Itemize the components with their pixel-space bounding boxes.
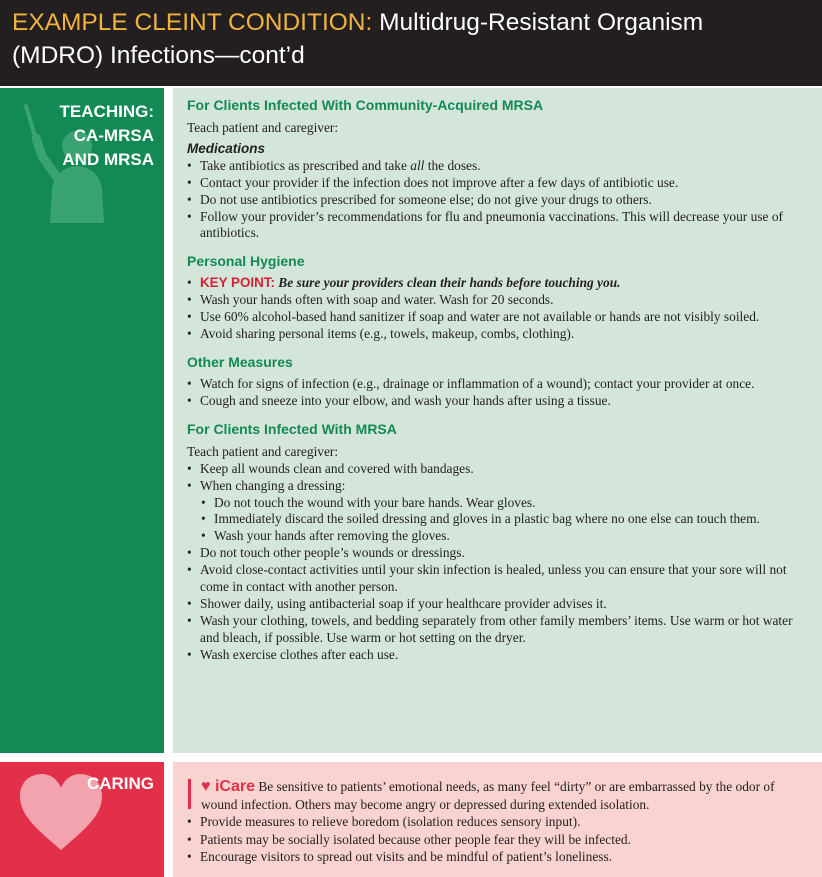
icare-paragraph (187, 778, 812, 813)
list-item: • Avoid sharing personal items (e.g., towels, makeup, combs, clothing). (187, 326, 812, 343)
medications-list (187, 158, 812, 243)
list-item: • Encourage visitors to spread out visits and be mindful of patient’s loneliness. (187, 848, 812, 866)
hygiene-list (187, 275, 812, 343)
list-item: • Wash your hands often with soap and water. Wash for 20 seconds. (187, 292, 812, 309)
icare-text: Be sensitive to patients’ emotional needs, as many feel “dirty” or are embarrassed by the odor of wound infection. Others may become angry or depressed during extended isolation. (201, 779, 775, 812)
list-item: • Keep all wounds clean and covered with bandages. (187, 461, 812, 478)
list-item: • Take antibiotics as prescribed and take all the doses. (187, 158, 812, 175)
list-item: • Watch for signs of infection (e.g., drainage or inflammation of a wound); contact your provider at once. (187, 376, 812, 393)
caring-content (173, 762, 822, 877)
key-point-label: KEY POINT: (200, 275, 275, 291)
list-item: • Do not touch other people’s wounds or dressings. (187, 545, 812, 562)
list-item: • Do not use antibiotics prescribed for someone else; do not give your drugs to others. (187, 192, 812, 209)
teaching-sidebar (0, 88, 164, 753)
header-prefix: EXAMPLE CLEINT CONDITION: (12, 9, 373, 36)
list-item: • Provide measures to relieve boredom (isolation reduces sensory input). (187, 813, 812, 831)
ca-mrsa-lead: Teach patient and caregiver: (187, 120, 339, 135)
medications-heading: Medications (187, 140, 266, 156)
sub-list-item: • Wash your hands after removing the gloves. (201, 528, 812, 545)
header-title-line-1: Multidrug-Resistant Organism (379, 9, 704, 36)
other-measures-heading: Other Measures (187, 353, 293, 370)
mrsa-lead: Teach patient and caregiver: (187, 443, 339, 459)
hygiene-heading: Personal Hygiene (187, 253, 305, 270)
list-item: • Contact your provider if the infection does not improve after a few days of antibiotic use. (187, 175, 812, 192)
list-item: • When changing a dressing: (187, 478, 812, 495)
teaching-side-title: TEACHING: CA-MRSA AND MRSA (59, 102, 154, 169)
list-item: • Follow your provider’s recommendations for flu and pneumonia vaccinations. This will decrease your use of antibiotics. (187, 209, 812, 243)
list-item: • Wash your clothing, towels, and bedding separately from other family members’ items. Use warm or hot water and bleach, if possible. Use warm or hot setting on the dryer. (187, 613, 812, 647)
header-line-1 (12, 6, 810, 39)
dressing-sublist (187, 495, 812, 546)
caring-side-title: CARING (86, 774, 154, 793)
page-header (0, 0, 822, 86)
list-item: • Use 60% alcohol-based hand sanitizer if soap and water are not available or hands are not visibly soiled. (187, 309, 812, 326)
mrsa-list (187, 461, 812, 495)
key-point-text: Be sure your providers clean their hands before touching you. (278, 275, 621, 291)
teaching-content (173, 88, 822, 753)
sub-list-item: • Immediately discard the soiled dressing and gloves in a plastic bag where no one else can touch them. (201, 511, 812, 528)
list-item: • Wash exercise clothes after each use. (187, 647, 812, 664)
other-measures-list (187, 376, 812, 410)
icare-label: ♥ iCare (201, 778, 255, 795)
emphasis-all: all (410, 157, 425, 173)
key-point-item (187, 275, 812, 292)
caring-sidebar (0, 762, 164, 877)
mrsa-list-continued (187, 545, 812, 663)
list-item: • Cough and sneeze into your elbow, and wash your hands after using a tissue. (187, 393, 812, 410)
list-item: • Avoid close-contact activities until your skin infection is healed, unless you can ensure that your sore will not come in contact with another person. (187, 562, 812, 596)
caring-list (187, 813, 812, 866)
header-title-line-2: (MDRO) Infections—cont’d (12, 42, 305, 69)
sub-list-item: • Do not touch the wound with your bare hands. Wear gloves. (201, 495, 812, 512)
ca-mrsa-heading: For Clients Infected With Community-Acquired MRSA (187, 97, 544, 113)
mrsa-heading: For Clients Infected With MRSA (187, 420, 397, 437)
icare-accent-bar (188, 779, 191, 809)
list-item: • Shower daily, using antibacterial soap if your healthcare provider advises it. (187, 596, 812, 613)
list-item: • Patients may be socially isolated because other people fear they will be infected. (187, 831, 812, 849)
